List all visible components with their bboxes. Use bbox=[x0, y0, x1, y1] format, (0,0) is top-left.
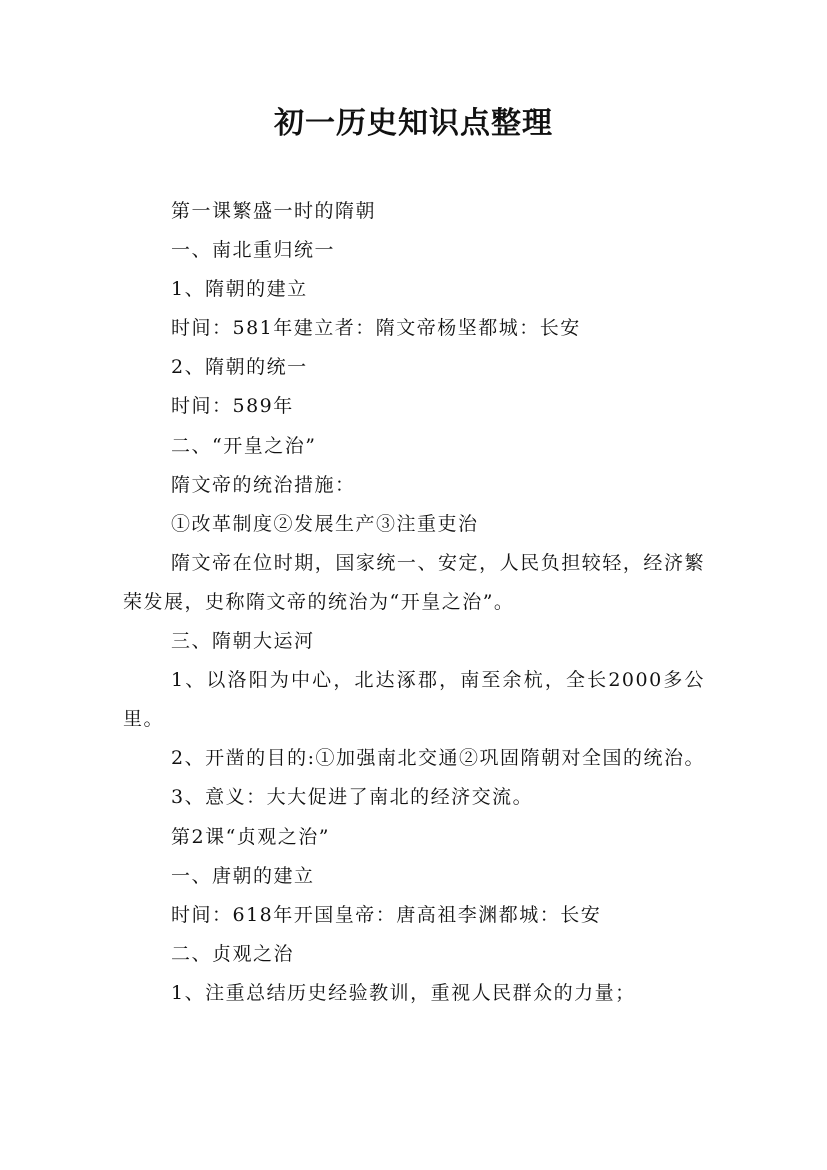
document-body bbox=[123, 192, 705, 1013]
paragraph-text: 隋文帝在位时期，国家统一、安定，人民负担较轻，经济繁荣发展，史称隋文帝的统治为“开皇之治”。 bbox=[123, 551, 705, 613]
paragraph-section-heading: 三、隋朝大运河 bbox=[171, 630, 315, 653]
paragraph-subheading: 2、隋朝的统一 bbox=[171, 356, 308, 379]
paragraph-section-heading: 二、贞观之治 bbox=[171, 942, 295, 965]
paragraph-subheading: 1、隋朝的建立 bbox=[171, 278, 308, 301]
paragraph-text: ①改革制度②发展生产③注重吏治 bbox=[171, 512, 479, 535]
paragraph-text: 1、以洛阳为中心，北达涿郡，南至余杭，全长2000多公里。 bbox=[123, 669, 705, 731]
paragraph-text: 2、开凿的目的:①加强南北交通②巩固隋朝对全国的统治。 bbox=[171, 747, 705, 770]
document-title: 初一历史知识点整理 bbox=[274, 106, 553, 141]
paragraph-section-heading: 一、唐朝的建立 bbox=[171, 864, 315, 887]
paragraph-lesson2-heading: 第2课“贞观之治” bbox=[171, 825, 331, 848]
paragraph-text: 隋文帝的统治措施： bbox=[171, 473, 356, 496]
paragraph-text: 时间：581年建立者：隋文帝杨坚都城：长安 bbox=[171, 317, 581, 340]
paragraph-text: 3、意义：大大促进了南北的经济交流。 bbox=[171, 786, 534, 809]
paragraph-text: 时间：589年 bbox=[171, 395, 294, 418]
paragraph-text: 1、注重总结历史经验教训，重视人民群众的力量； bbox=[171, 981, 636, 1004]
paragraph-section-heading: 二、“开皇之治” bbox=[171, 434, 317, 457]
paragraph-text: 时间：618年开国皇帝：唐高祖李渊都城：长安 bbox=[171, 903, 602, 926]
paragraph-lesson1-heading: 第一课繁盛一时的隋朝 bbox=[171, 200, 377, 222]
paragraph-section-heading: 一、南北重归统一 bbox=[171, 239, 336, 262]
